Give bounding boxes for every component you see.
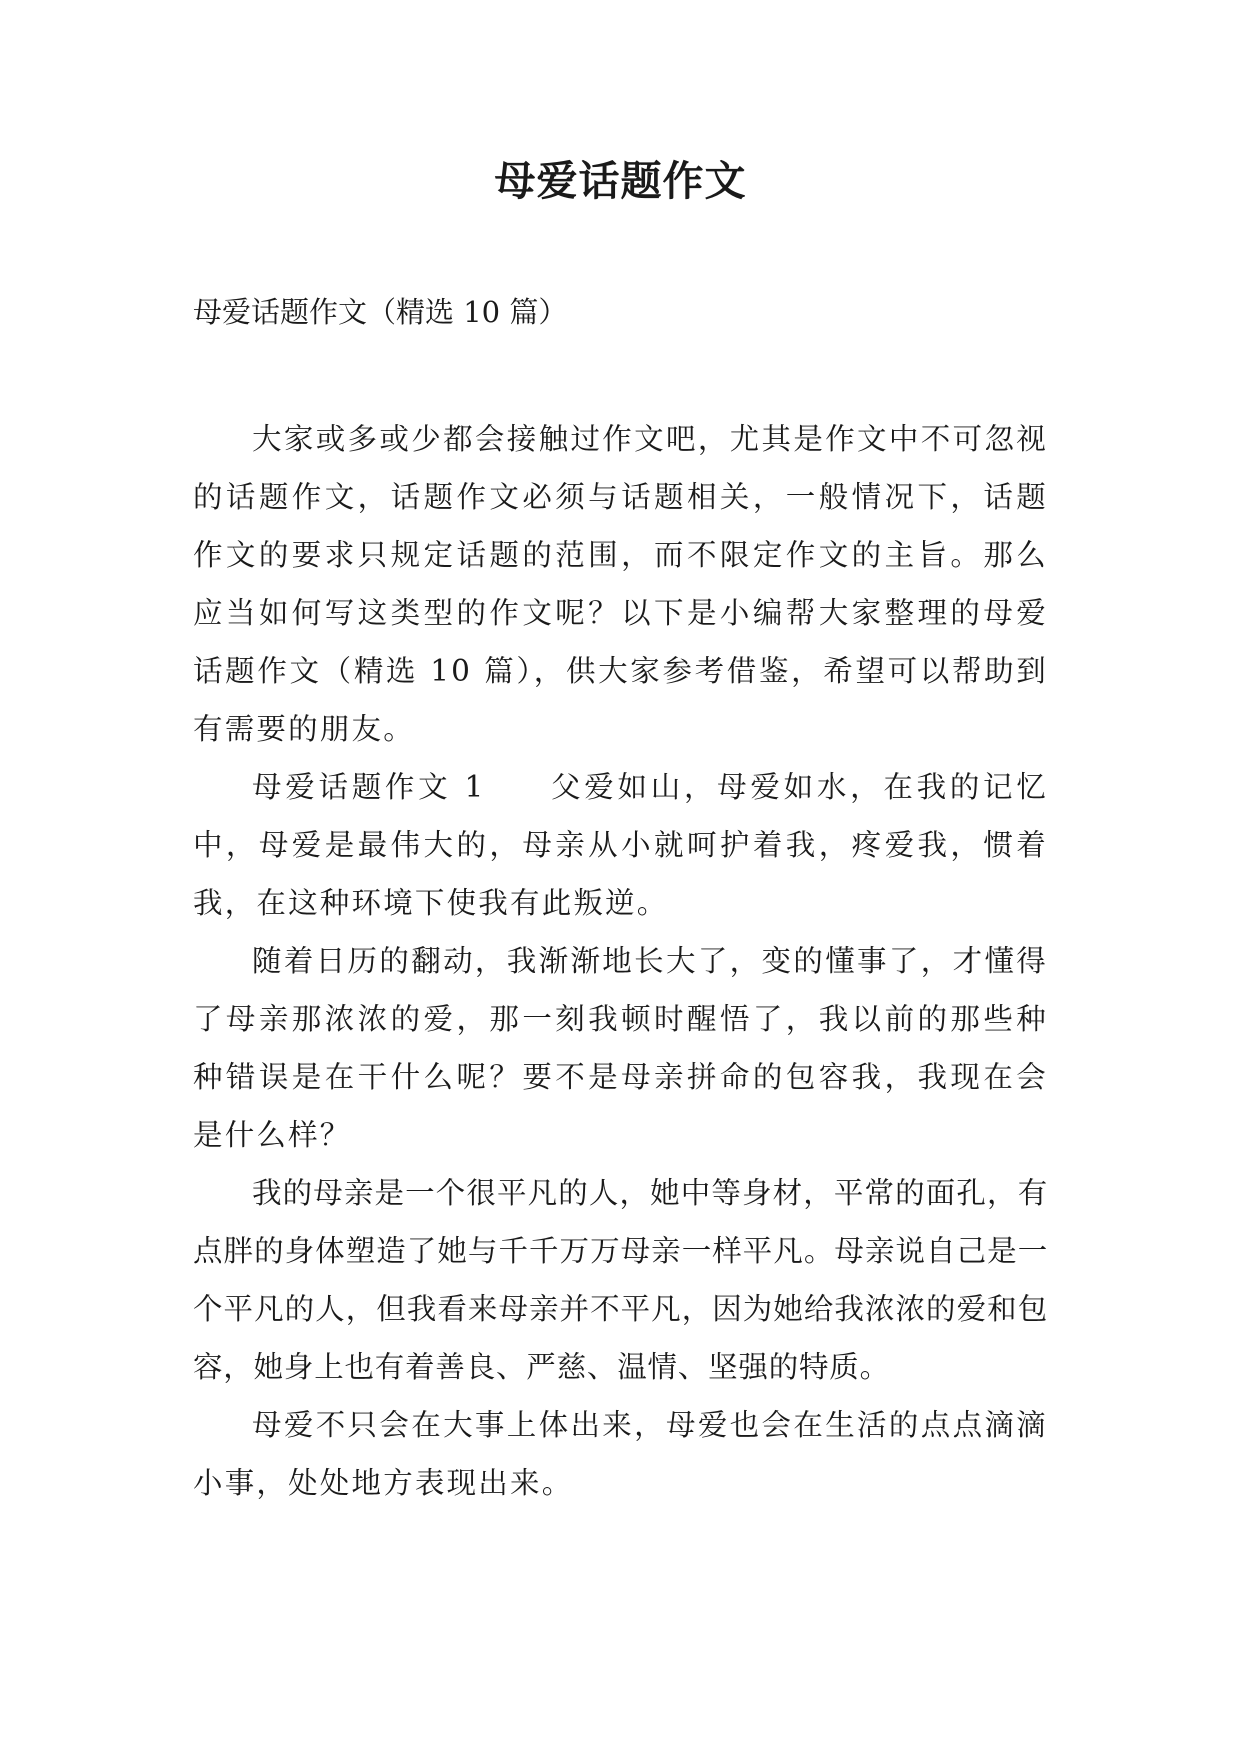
body-paragraph: 母爱不只会在大事上体出来，母爱也会在生活的点点滴滴小事，处处地方表现出来。	[193, 1408, 1048, 1500]
body-paragraph: 随着日历的翻动，我渐渐地长大了，变的懂事了，才懂得了母亲那浓浓的爱，那一刻我顿时醒悟了，我以前的那些种种错误是在干什么呢？要不是母亲拼命的包容我，我现在会是什么样？	[193, 944, 1048, 1152]
body-paragraph: 我的母亲是一个很平凡的人，她中等身材，平常的面孔，有点胖的身体塑造了她与千千万万母亲一样平凡。母亲说自己是一个平凡的人，但我看来母亲并不平凡，因为她给我浓浓的爱和包容，她身上也有着善良、严慈、温情、坚强的特质。	[193, 1176, 1048, 1384]
document-title: 母爱话题作文	[494, 157, 747, 205]
document-body	[193, 410, 1048, 1512]
document-subtitle: 母爱话题作文（精选 10 篇）	[193, 295, 568, 329]
section-heading: 母爱话题作文 1	[252, 770, 486, 804]
essay-1-opening-paragraph	[193, 758, 1048, 932]
intro-paragraph: 大家或多或少都会接触过作文吧，尤其是作文中不可忽视的话题作文，话题作文必须与话题相关，一般情况下，话题作文的要求只规定话题的范围，而不限定作文的主旨。那么应当如何写这类型的作文呢？以下是小编帮大家整理的母爱话题作文（精选 10 篇），供大家参考借鉴，希望可以帮助到有需要的朋友。	[193, 422, 1048, 746]
essay-1-opening-text: 父爱如山，母爱如水，在我的记忆中，母爱是最伟大的，母亲从小就呵护着我，疼爱我，惯着我，在这种环境下使我有此叛逆。	[193, 770, 1048, 920]
